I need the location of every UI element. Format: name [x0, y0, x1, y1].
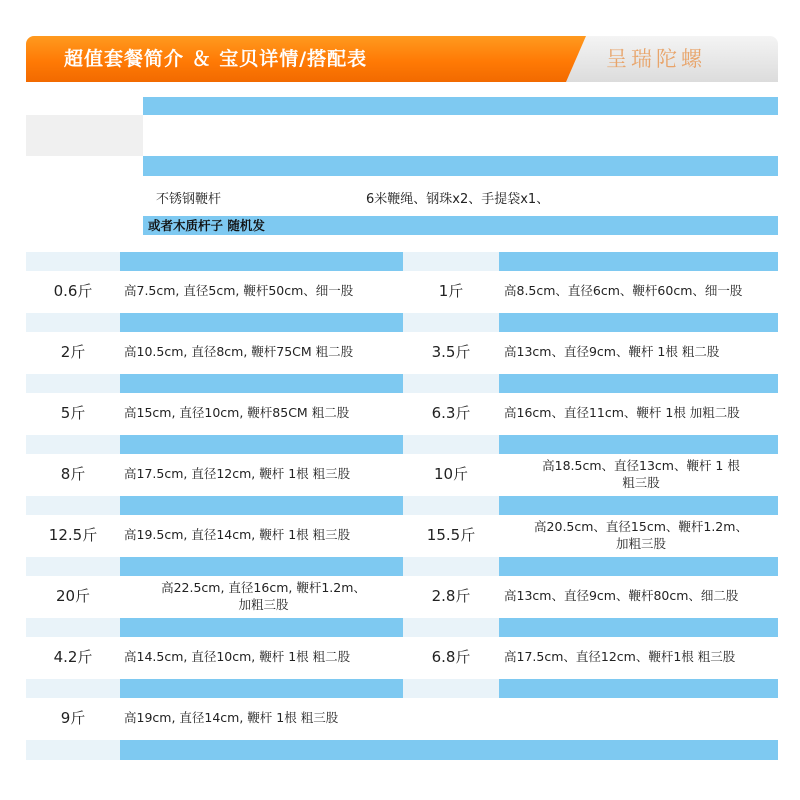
table-divider: [26, 740, 778, 760]
weight-label: 2斤: [60, 343, 86, 361]
divider-gap: [26, 156, 143, 176]
spec-description: 高16cm、直径11cm、鞭杆 1根 加粗二股: [504, 405, 740, 420]
desc-line-1: 高20.5cm、直径15cm、鞭杆1.2m、: [534, 519, 748, 534]
divider-label-gap: [26, 435, 120, 455]
divider-label-gap: [26, 740, 120, 760]
divider-label-gap: [26, 374, 120, 394]
spec-description: 高13cm、直径9cm、鞭杆80cm、细二股: [504, 588, 739, 603]
weight-label: 6.8斤: [431, 648, 471, 666]
spec-description: [124, 576, 403, 616]
weight-label: 3.5斤: [431, 343, 471, 361]
divider-label-gap: [26, 313, 120, 333]
table-divider: [26, 679, 778, 699]
weight-label: 6.3斤: [431, 404, 471, 422]
spec-description: 高10.5cm, 直径8cm, 鞭杆75CM 粗二股: [124, 344, 354, 359]
divider-label-gap: [403, 618, 499, 638]
table-divider: [26, 557, 778, 577]
spec-description: 高7.5cm, 直径5cm, 鞭杆50cm、细一股: [124, 283, 354, 298]
accessory-note: 或者木质杆子 随机发: [148, 218, 265, 233]
spec-description: [504, 515, 778, 555]
desc-line-2: 加粗三股: [615, 536, 666, 551]
divider-label-gap: [403, 679, 499, 699]
weight-label: 15.5斤: [426, 526, 476, 544]
divider-label-gap: [26, 557, 120, 577]
divider-label-gap: [26, 618, 120, 638]
divider-label-gap: [403, 557, 499, 577]
divider-label-gap: [26, 679, 120, 699]
accessory-image-area: [143, 115, 778, 156]
spec-description: 高17.5cm、直径12cm、鞭杆1根 粗三股: [504, 649, 736, 664]
table-divider: [26, 618, 778, 638]
divider-label-gap: [403, 252, 499, 272]
table-divider: [26, 435, 778, 455]
spec-description: 高19cm, 直径14cm, 鞭杆 1根 粗三股: [124, 710, 339, 725]
desc-line-2: 粗三股: [622, 475, 660, 490]
header-banner: [26, 36, 778, 82]
weight-label: 2.8斤: [431, 587, 471, 605]
divider-label-gap: [26, 496, 120, 516]
weight-label: 8斤: [60, 465, 86, 483]
divider-gap: [26, 216, 143, 235]
page-title: 超值套餐简介 ＆ 宝贝详情/搭配表: [64, 48, 368, 70]
divider-label-gap: [403, 374, 499, 394]
spec-description: 高8.5cm、直径6cm、鞭杆60cm、细一股: [504, 283, 743, 298]
brand-name: 呈瑞陀螺: [606, 47, 706, 71]
divider-gap: [26, 97, 143, 115]
weight-label: 10斤: [433, 465, 469, 483]
desc-line-1: 高18.5cm、直径13cm、鞭杆 1 根: [542, 458, 740, 473]
accessory-items: 6米鞭绳、钢珠x2、手提袋x1、: [366, 192, 550, 207]
spec-description: 高13cm、直径9cm、鞭杆 1根 粗二股: [504, 344, 720, 359]
desc-line-2: 加粗三股: [238, 597, 289, 612]
divider-label-gap: [403, 313, 499, 333]
weight-label: 12.5斤: [48, 526, 98, 544]
desc-line-1: 高22.5cm, 直径16cm, 鞭杆1.2m、: [161, 580, 366, 595]
spec-description: [504, 454, 778, 494]
spec-description: 高15cm, 直径10cm, 鞭杆85CM 粗二股: [124, 405, 350, 420]
table-divider: [26, 313, 778, 333]
spec-description: 高19.5cm, 直径14cm, 鞭杆 1根 粗三股: [124, 527, 351, 542]
weight-label: 5斤: [60, 404, 86, 422]
divider-label-gap: [403, 435, 499, 455]
weight-label: 1斤: [438, 282, 464, 300]
spec-description: 高14.5cm, 直径10cm, 鞭杆 1根 粗二股: [124, 649, 351, 664]
divider-label-gap: [26, 252, 120, 272]
table-divider: [26, 252, 778, 272]
weight-label: 9斤: [60, 709, 86, 727]
weight-label: 4.2斤: [53, 648, 93, 666]
accessory-rod: 不锈钢鞭杆: [156, 192, 222, 207]
divider-label-gap: [403, 496, 499, 516]
weight-label: 0.6斤: [53, 282, 93, 300]
table-divider: [26, 496, 778, 516]
table-divider: [26, 374, 778, 394]
weight-label: 20斤: [55, 587, 91, 605]
spec-description: 高17.5cm, 直径12cm, 鞭杆 1根 粗三股: [124, 466, 351, 481]
